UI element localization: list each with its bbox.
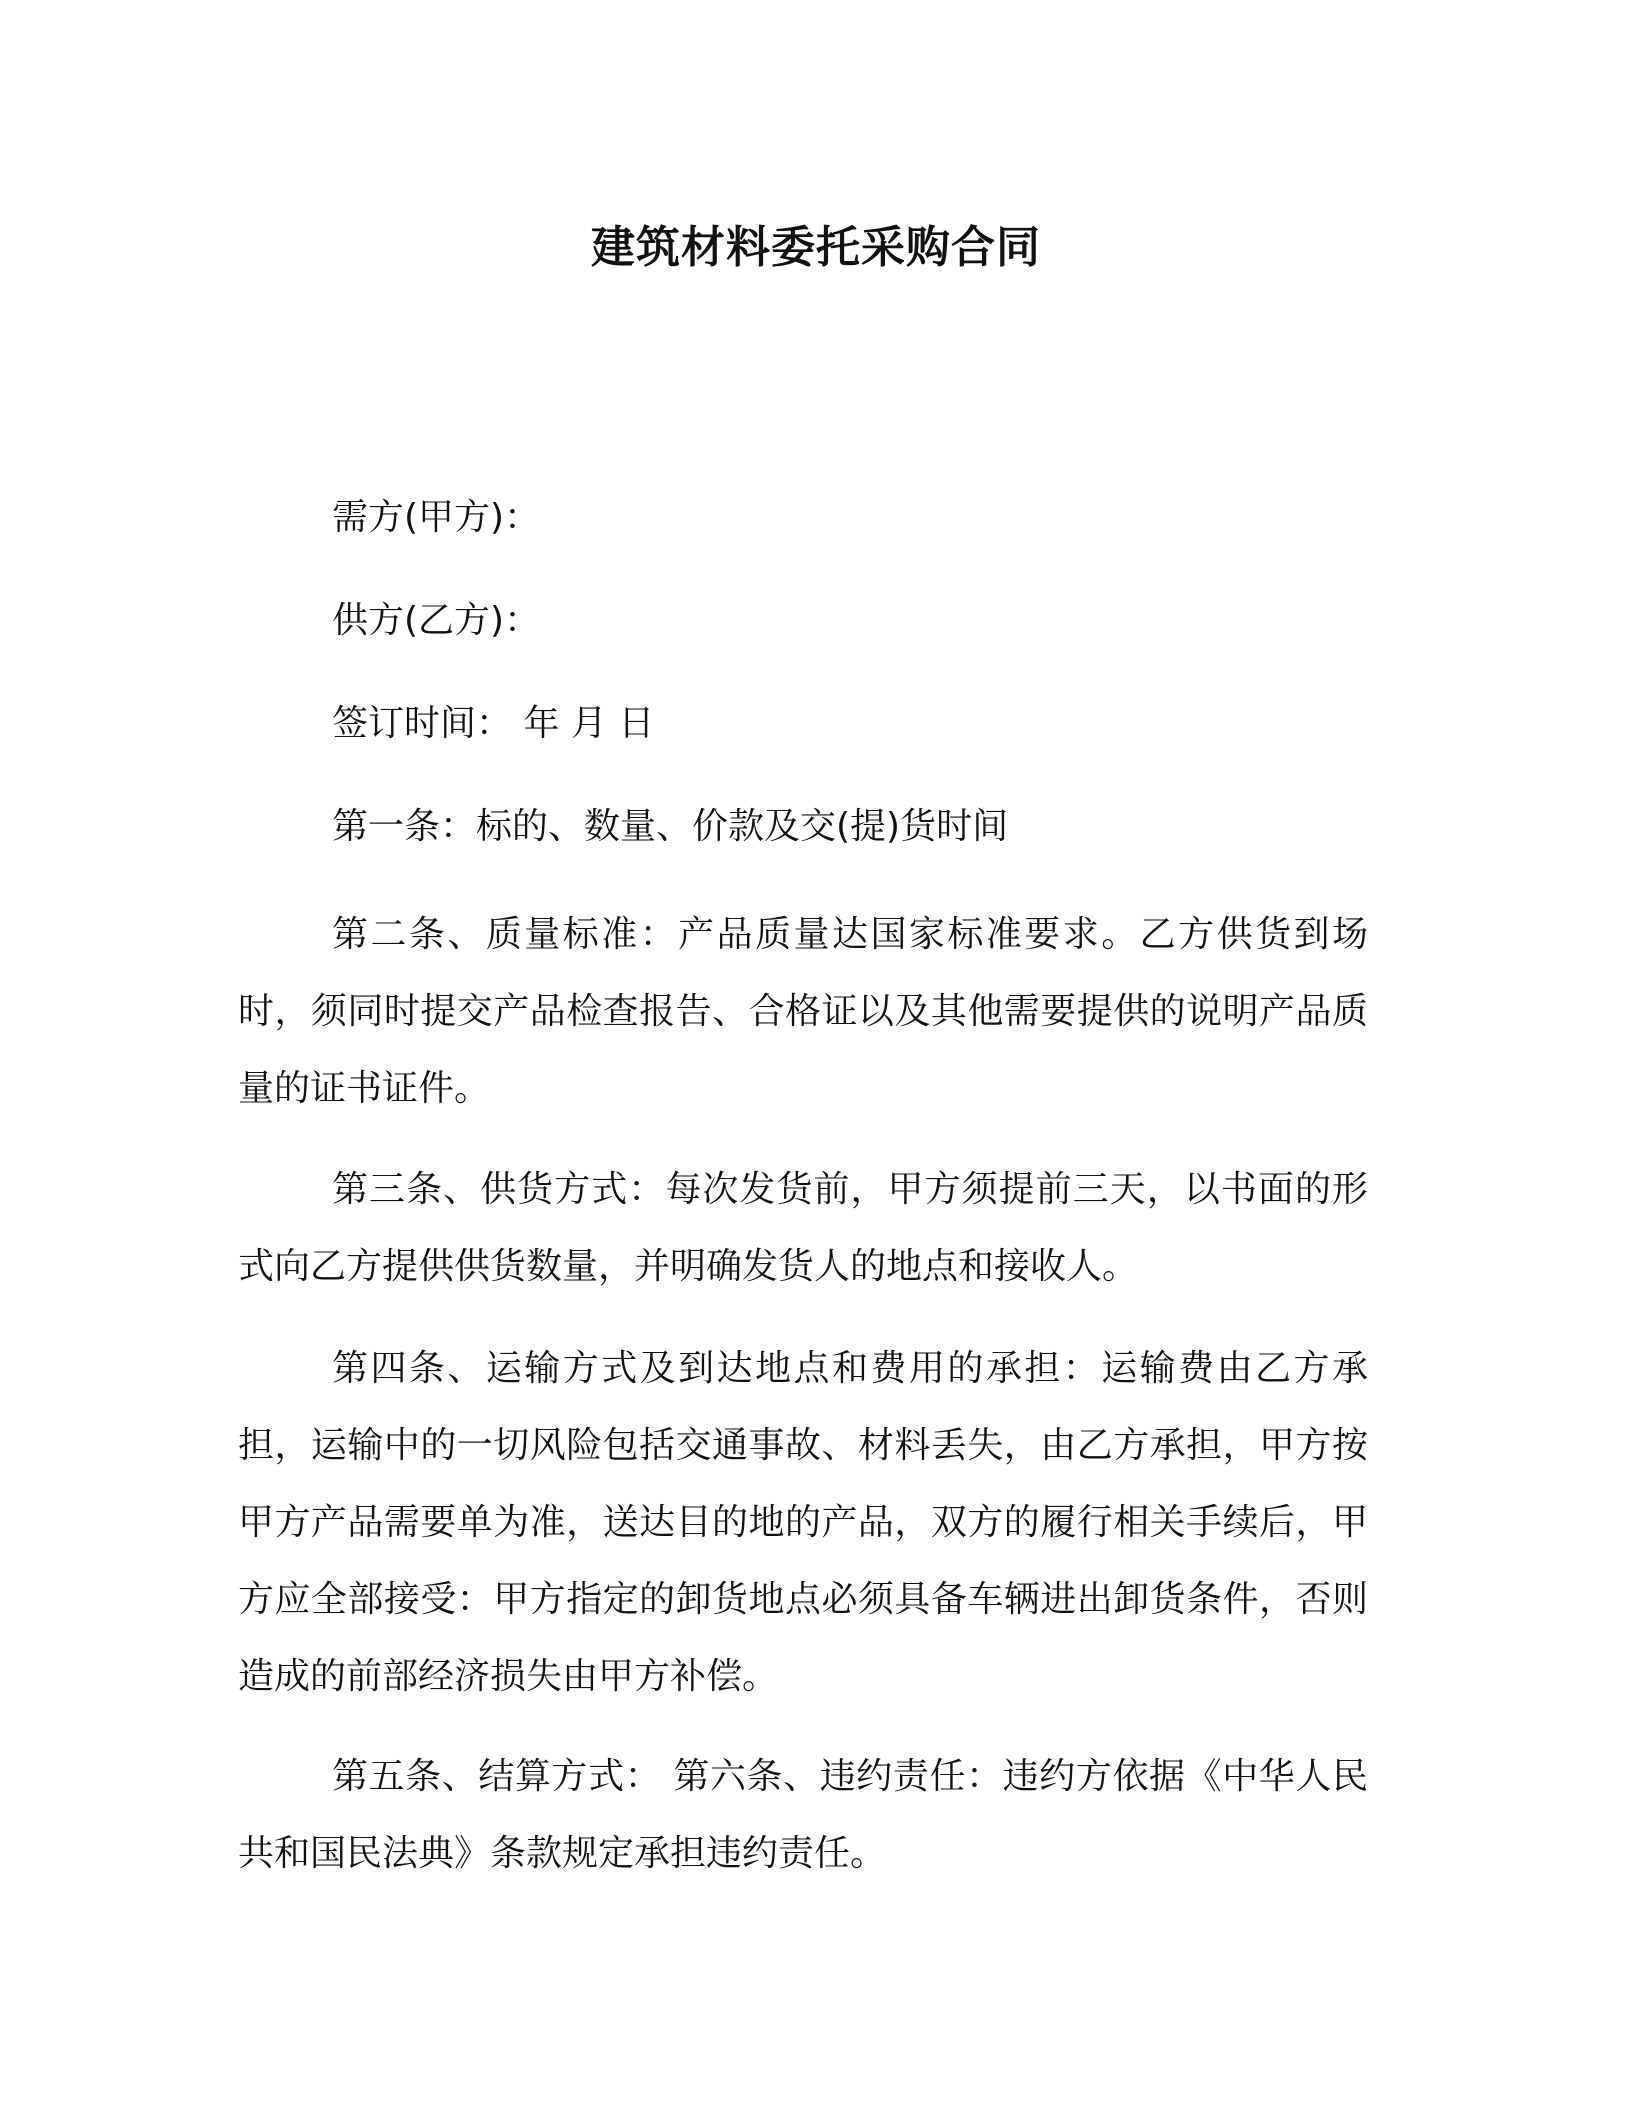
clause-1: 第一条：标的、数量、价款及交(提)货时间: [332, 806, 1009, 847]
clause-3: 第三条、供货方式：每次发货前，甲方须提前三天，以书面的形式向乙方提供供货数量，并明确发货人的地点和接收人。: [238, 1169, 1368, 1287]
sign-date-field: 签订时间： 年 月 日: [332, 703, 655, 744]
clause-5-6: 第五条、结算方式： 第六条、违约责任：违约方依据《中华人民共和国民法典》条款规定承担违约责任。: [238, 1756, 1368, 1874]
buyer-field: 需方(甲方)：: [332, 497, 541, 538]
clause-4: 第四条、运输方式及到达地点和费用的承担：运输费由乙方承担，运输中的一切风险包括交通事故、材料丢失，由乙方承担，甲方按甲方产品需要单为准，送达目的地的产品，双方的履行相关手续后，甲方应全部接受：甲方指定的卸货地点必须具备车辆进出卸货条件，否则造成的前部经济损失由甲方补偿。: [238, 1348, 1368, 1697]
clause-2: 第二条、质量标准：产品质量达国家标准要求。乙方供货到场时，须同时提交产品检查报告、合格证以及其他需要提供的说明产品质量的证书证件。: [238, 914, 1368, 1109]
document-title: 建筑材料委托采购合同: [591, 222, 1041, 273]
supplier-field: 供方(乙方)：: [332, 600, 541, 641]
